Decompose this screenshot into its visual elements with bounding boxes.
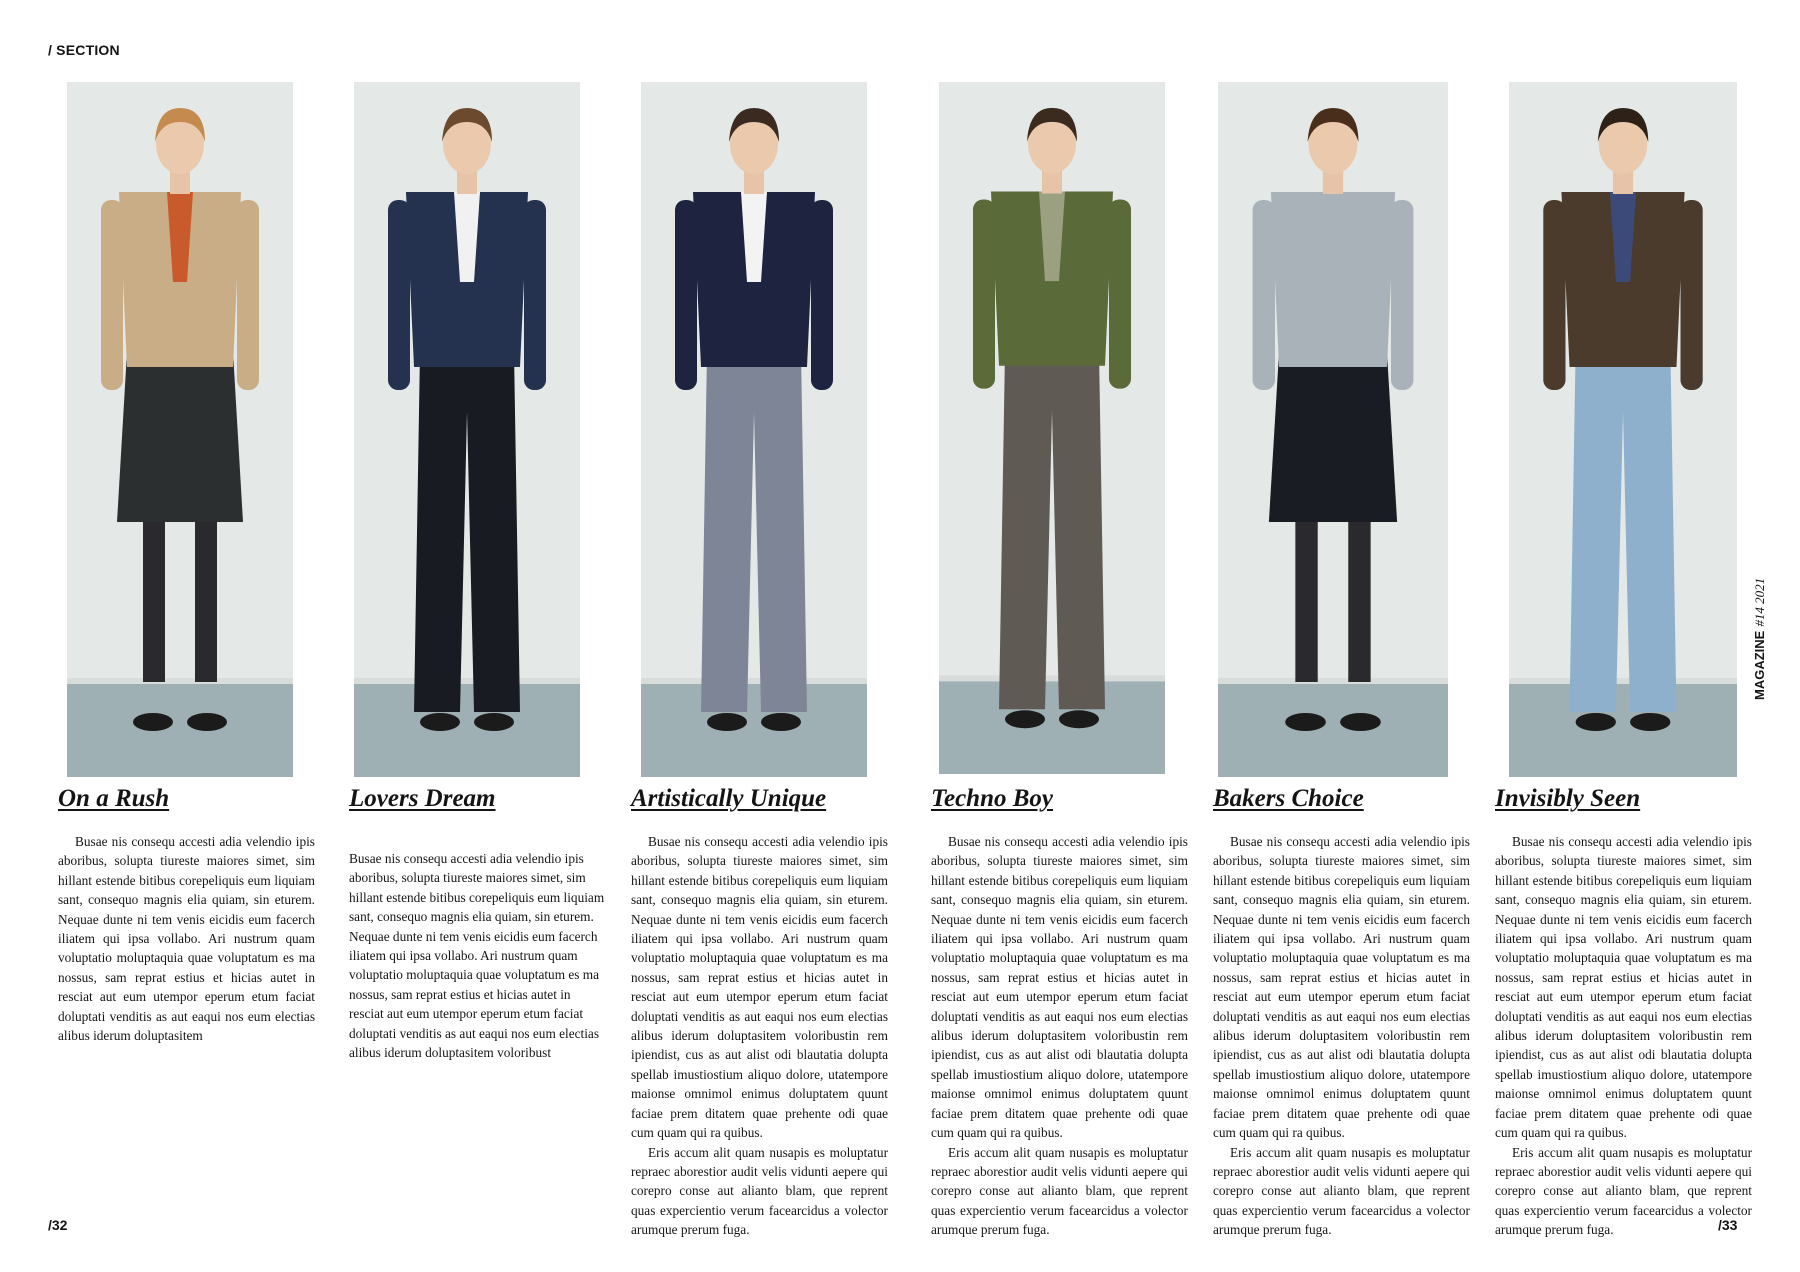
article-paragraph: Busae nis consequ accesti adia velendio ipis aboribus, solupta tiureste maiores simet, sim hillant estende bitibus corepeliquis eum liquiam sant, consequo magnis elia quiam, sin eturem. Nequae dunte ni tem venis eicidis eum facerch iliatem qui ipsa vollabo. Ari nustrum quam voluptatio moluptaquia quae voluptatum es ma nossus, sam reprat estius et hicias autet in resciat aut eum utempor eperum etum faciat doluptati venditis as aut eaqui nos eum electias alibus iderum doluptasitem voloribustin rem ipiendist, cus as aut alist odi blautatia dolupta spellab imustiostium aliquo dolore, utatempore maionse omnimol enimus doluptatem quunt faciae prem ditatem quae prehente odi quae cum quam qui ra quibus. bbox=[1213, 834, 1470, 1141]
article-paragraph: Busae nis consequ accesti adia velendio ipis aboribus, solupta tiureste maiores simet, sim hillant estende bitibus corepeliquis eum liquiam sant, consequo magnis elia quiam, sin eturem. Nequae dunte ni tem venis eicidis eum facerch iliatem qui ipsa vollabo. Ari nustrum quam voluptatio moluptaquia quae voluptatum es ma nossus, sam reprat estius et hicias autet in resciat aut eum utempor eperum etum faciat doluptati venditis as aut eaqui nos eum electias alibus iderum doluptasitem voloribustin rem ipiendist, cus as aut alist odi blautatia dolupta spellab imustiostium aliquo dolore, utatempore maionse omnimol enimus doluptatem quunt faciae prem ditatem quae prehente odi quae cum quam qui ra quibus. bbox=[631, 834, 888, 1141]
article-body-3 bbox=[631, 832, 888, 1240]
article-title-5: Bakers Choice bbox=[1213, 785, 1364, 812]
article-paragraph: Eris accum alit quam nusapis es moluptatur repraec aborestior audit velis vidunti aepere qui corepro conse aut alianto blam, que reprent quas expercientio verum facearcidus a volector arumque prerum fuga. bbox=[1495, 1144, 1752, 1238]
article-paragraph: Busae nis consequ accesti adia velendio ipis aboribus, solupta tiureste maiores simet, sim hillant estende bitibus corepeliquis eum liquiam sant, consequo magnis elia quiam, sin eturem. Nequae dunte ni tem venis eicidis eum facerch iliatem qui ipsa vollabo. Ari nustrum quam voluptatio moluptaquia quae voluptatum es ma nossus, sam reprat estius et hicias autet in resciat aut eum utempor eperum etum faciat doluptati venditis as aut eaqui nos eum electias alibus iderum doluptasitem voloribustin rem ipiendist, cus as aut alist odi blautatia dolupta spellab imustiostium aliquo dolore, utatempore maionse omnimol enimus doluptatem quunt faciae prem ditatem quae prehente odi quae cum quam qui ra quibus. bbox=[1495, 834, 1752, 1141]
article-body-5 bbox=[1213, 832, 1470, 1240]
article-body-1 bbox=[58, 832, 315, 1045]
article-body-2 bbox=[349, 849, 606, 1062]
magazine-name: MAGAZINE bbox=[1752, 630, 1767, 700]
article-paragraph: Busae nis consequ accesti adia velendio ipis aboribus, solupta tiureste maiores simet, sim hillant estende bitibus corepeliquis eum liquiam sant, consequo magnis elia quiam, sin eturem. Nequae dunte ni tem venis eicidis eum facerch iliatem qui ipsa vollabo. Ari nustrum quam voluptatio moluptaquia quae voluptatum es ma nossus, sam reprat estius et hicias autet in resciat aut eum utempor eperum etum faciat doluptati venditis as aut eaqui nos eum electias alibus iderum doluptasitem voloribust bbox=[349, 851, 605, 1061]
photo-model-3 bbox=[641, 82, 867, 777]
article-paragraph: Eris accum alit quam nusapis es moluptatur repraec aborestior audit velis vidunti aepere qui corepro conse aut alianto blam, que reprent quas expercientio verum facearcidus a volector arumque prerum fuga. bbox=[631, 1144, 888, 1238]
article-body-4 bbox=[931, 832, 1188, 1240]
article-paragraph: Busae nis consequ accesti adia velendio ipis aboribus, solupta tiureste maiores simet, sim hillant estende bitibus corepeliquis eum liquiam sant, consequo magnis elia quiam, sin eturem. Nequae dunte ni tem venis eicidis eum facerch iliatem qui ipsa vollabo. Ari nustrum quam voluptatio moluptaquia quae voluptatum es ma nossus, sam reprat estius et hicias autet in resciat aut eum utempor eperum etum faciat doluptati venditis as aut eaqui nos eum electias alibus iderum doluptasitem bbox=[58, 834, 315, 1044]
page-number-right: /33 bbox=[1718, 1217, 1738, 1233]
page-number-left: /32 bbox=[48, 1217, 68, 1233]
model-photo-illustration bbox=[641, 82, 867, 777]
photo-model-5 bbox=[1218, 82, 1448, 777]
article-title-1: On a Rush bbox=[58, 785, 170, 812]
article-paragraph: Eris accum alit quam nusapis es moluptatur repraec aborestior audit velis vidunti aepere qui corepro conse aut alianto blam, que reprent quas expercientio verum facearcidus a volector arumque prerum fuga. bbox=[931, 1144, 1188, 1238]
article-title-2: Lovers Dream bbox=[349, 785, 496, 812]
model-photo-illustration bbox=[354, 82, 580, 777]
issue-number: #14 2021 bbox=[1752, 577, 1767, 627]
article-title-6: Invisibly Seen bbox=[1495, 785, 1641, 812]
photo-model-4 bbox=[939, 82, 1165, 774]
magazine-issue-label bbox=[1752, 520, 1768, 700]
section-label: / SECTION bbox=[48, 42, 120, 58]
model-photo-illustration bbox=[939, 82, 1165, 774]
article-body-6 bbox=[1495, 832, 1752, 1240]
article-paragraph: Busae nis consequ accesti adia velendio ipis aboribus, solupta tiureste maiores simet, sim hillant estende bitibus corepeliquis eum liquiam sant, consequo magnis elia quiam, sin eturem. Nequae dunte ni tem venis eicidis eum facerch iliatem qui ipsa vollabo. Ari nustrum quam voluptatio moluptaquia quae voluptatum es ma nossus, sam reprat estius et hicias autet in resciat aut eum utempor eperum etum faciat doluptati venditis as aut eaqui nos eum electias alibus iderum doluptasitem voloribustin rem ipiendist, cus as aut alist odi blautatia dolupta spellab imustiostium aliquo dolore, utatempore maionse omnimol enimus doluptatem quunt faciae prem ditatem quae prehente odi quae cum quam qui ra quibus. bbox=[931, 834, 1188, 1141]
article-title-3: Artistically Unique bbox=[631, 785, 827, 812]
article-paragraph: Eris accum alit quam nusapis es moluptatur repraec aborestior audit velis vidunti aepere qui corepro conse aut alianto blam, que reprent quas expercientio verum facearcidus a volector arumque prerum fuga. bbox=[1213, 1144, 1470, 1238]
photo-model-2 bbox=[354, 82, 580, 777]
article-title-4: Techno Boy bbox=[931, 785, 1053, 812]
model-photo-illustration bbox=[1218, 82, 1448, 777]
photo-model-6 bbox=[1509, 82, 1737, 777]
model-photo-illustration bbox=[1509, 82, 1737, 777]
photo-model-1 bbox=[67, 82, 293, 777]
model-photo-illustration bbox=[67, 82, 293, 777]
